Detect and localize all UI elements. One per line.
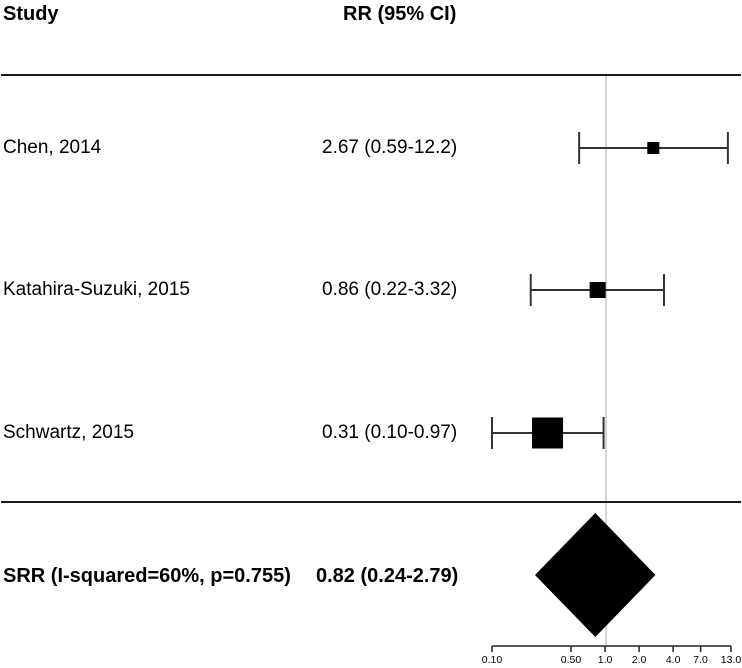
study-rr-value: 0.31 (0.10-0.97)	[322, 422, 458, 443]
axis-tick-label: 1.0	[597, 654, 613, 666]
study-label: Chen, 2014	[3, 137, 102, 158]
axis-tick-label: 13.0	[720, 654, 742, 666]
axis-tick-label: 0.10	[481, 654, 503, 666]
study-label: Schwartz, 2015	[3, 422, 134, 443]
study-label: Katahira-Suzuki, 2015	[3, 279, 190, 300]
axis-tick-label: 4.0	[665, 654, 681, 666]
study-marker	[647, 142, 659, 154]
column-header-rr: RR (95% CI)	[343, 3, 457, 25]
study-marker	[532, 418, 563, 449]
study-marker	[590, 282, 606, 298]
axis-tick-label: 7.0	[693, 654, 708, 666]
summary-diamond	[535, 513, 655, 637]
summary-label: SRR (I-squared=60%, p=0.755)	[3, 565, 291, 587]
summary-rr-value: 0.82 (0.24-2.79)	[316, 565, 459, 587]
axis-tick-label: 0.50	[560, 654, 582, 666]
study-rr-value: 2.67 (0.59-12.2)	[322, 137, 458, 158]
column-header-study: Study	[3, 3, 59, 25]
separator-top	[1, 74, 741, 76]
axis-tick-label: 2.0	[631, 654, 647, 666]
separator-summary	[1, 501, 741, 503]
study-rr-value: 0.86 (0.22-3.32)	[322, 279, 458, 300]
